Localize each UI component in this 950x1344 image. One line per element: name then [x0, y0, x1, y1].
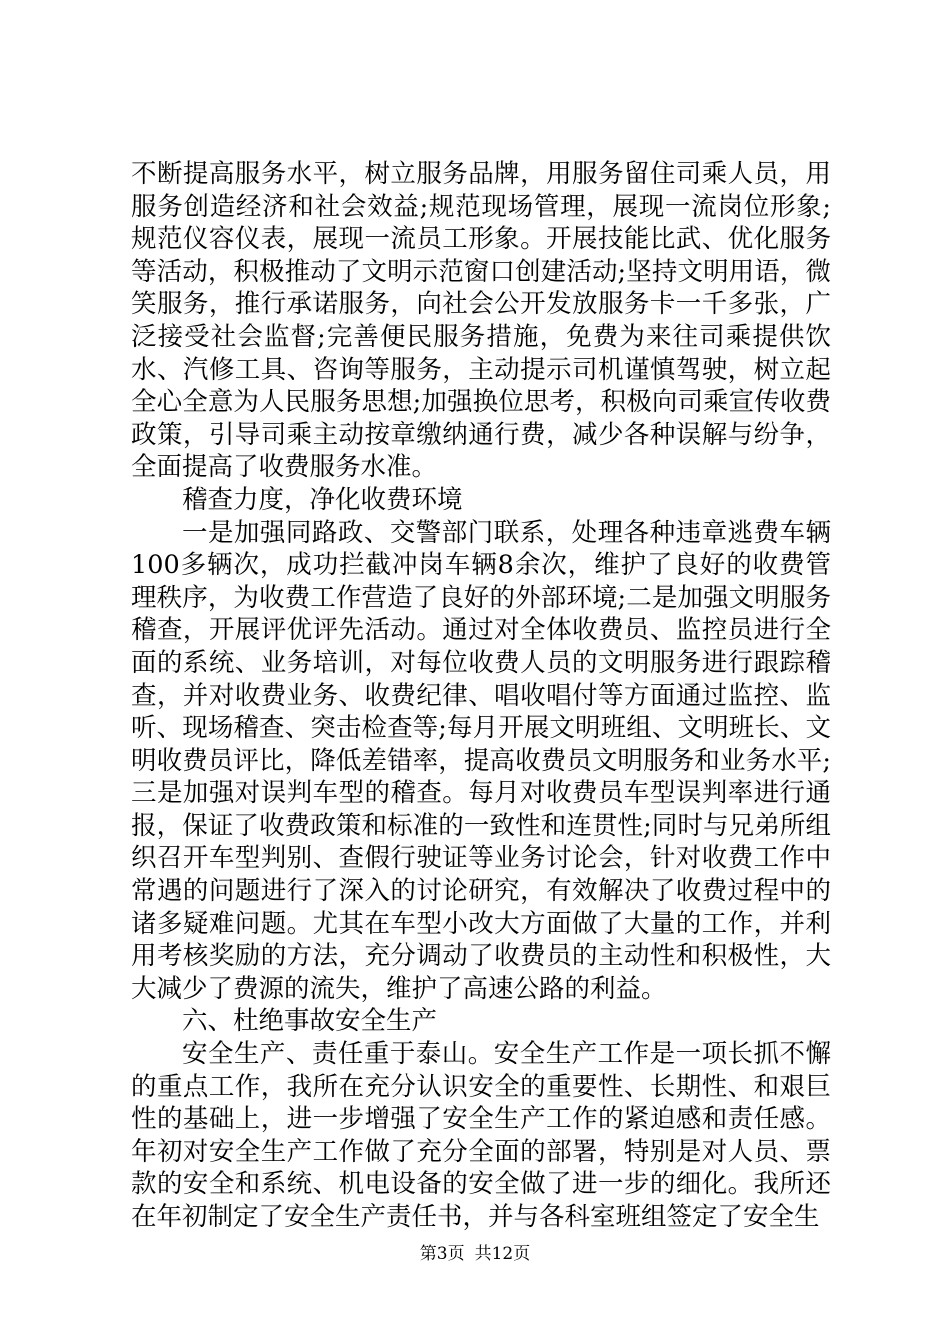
- paragraph-inspection: 一是加强同路政、交警部门联系，处理各种违章逃费车辆100多辆次，成功拦截冲岗车辆8余次，维护了良好的收费管理秩序，为收费工作营造了良好的外部环境;二是加强文明服务稽查，开展评优评先活动。通过对全体收费员、监控员进行全面的系统、业务培训，对每位收费人员的文明服务进行跟踪稽查，并对收费业务、收费纪律、唱收唱付等方面通过监控、监听、现场稽查、突击检查等;每月开展文明班组、文明班长、文明收费员评比，降低差错率，提高收费员文明服务和业务水平;三是加强对误判车型的稽查。每月对收费员车型误判率进行通报，保证了收费政策和标准的一致性和连贯性;同时与兄弟所组织召开车型判别、查假行驶证等业务讨论会，针对收费工作中常遇的问题进行了深入的讨论研究，有效解决了收费过程中的诸多疑难问题。尤其在车型小改大方面做了大量的工作，并利用考核奖励的方法，充分调动了收费员的主动性和积极性，大大减少了费源的流失，维护了高速公路的利益。: [131, 517, 831, 1004]
- paragraph-safety: 安全生产、责任重于泰山。安全生产工作是一项长抓不懈的重点工作，我所在充分认识安全的重要性、长期性、和艰巨性的基础上，进一步增强了安全生产工作的紧迫感和责任感。年初对安全生产工作做了充分全面的部署，特别是对人员、票款的安全和系统、机电设备的安全做了进一步的细化。我所还在年初制定了安全生产责任书，并与各科室班组签定了安全生: [131, 1039, 831, 1232]
- heading-inspection: 稽查力度，净化收费环境: [182, 484, 463, 515]
- paragraph-service-quality: 不断提高服务水平，树立服务品牌，用服务留住司乘人员，用服务创造经济和社会效益;规范现场管理，展现一流岗位形象;规范仪容仪表，展现一流员工形象。开展技能比武、优化服务等活动，积极推动了文明示范窗口创建活动;坚持文明用语，微笑服务，推行承诺服务，向社会公开发放服务卡一千多张，广泛接受社会监督;完善便民服务措施，免费为来往司乘提供饮水、汽修工具、咨询等服务，主动提示司机谨慎驾驶，树立起全心全意为人民服务思想;加强换位思考，积极向司乘宣传收费政策，引导司乘主动按章缴纳通行费，减少各种误解与纷争，全面提高了收费服务水准。: [131, 159, 831, 483]
- page-number-total: 共12页: [474, 1244, 531, 1264]
- document-body: [131, 158, 831, 1234]
- heading-safety: 六、杜绝事故安全生产: [182, 1006, 438, 1037]
- page-footer: [0, 1243, 950, 1265]
- page-number-current: 第3页: [419, 1244, 465, 1264]
